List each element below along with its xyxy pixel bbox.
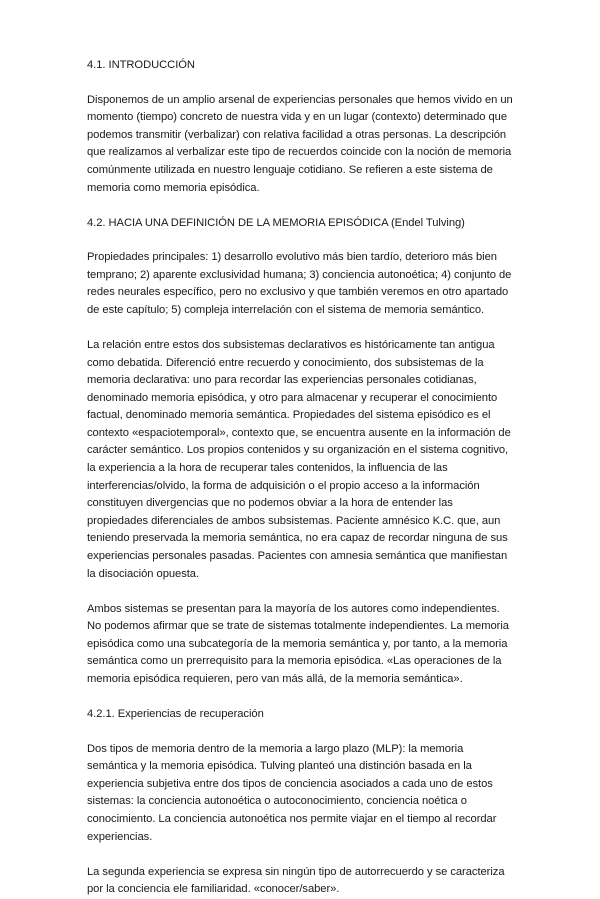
text-line: de este capítulo; 5) compleja interrelación con el sistema de memoria semántico.	[87, 303, 485, 316]
text-line: Disponemos de un amplio arsenal de experiencias personales que hemos vivido en un	[87, 93, 513, 106]
paragraph-ambos-sistemas	[87, 601, 517, 689]
text-line: memoria como memoria episódica.	[87, 181, 260, 194]
text-line: conocimiento. La conciencia autonoética nos permite viajar en el tiempo al recordar	[87, 812, 497, 825]
text-line: semántica y la memoria episódica. Tulving planteó una distinción basada en la	[87, 760, 472, 773]
document-page	[87, 57, 517, 899]
text-line: propiedades diferenciales de ambos subsistemas. Paciente amnésico K.C. que, aun	[87, 514, 501, 527]
text-line: memoria declarativa: uno para recordar las experiencias personales cotidianas,	[87, 374, 477, 387]
text-line: temprano; 2) aparente exclusividad humana; 3) conciencia autonoética; 4) conjunto de	[87, 268, 512, 281]
paragraph-propiedades	[87, 249, 517, 319]
text-line: que realizamos al verbalizar este tipo de recuerdos coincide con la noción de memoria	[87, 146, 512, 159]
text-line: No podemos afirmar que se trate de sistemas totalmente independientes. La memoria	[87, 620, 509, 633]
text-line: por la conciencia ele familiaridad. «conocer/saber».	[87, 883, 340, 896]
text-line: momento (tiempo) concreto de nuestra vida y en un lugar (contexto) determinado que	[87, 111, 508, 124]
text-line: podemos transmitir (verbalizar) con relativa facilidad a otras personas. La descripción	[87, 128, 507, 141]
text-line: Propiedades principales: 1) desarrollo evolutivo más bien tardío, deterioro más bien	[87, 251, 497, 264]
section-heading-4-2: 4.2. HACIA UNA DEFINICIÓN DE LA MEMORIA EPISÓDICA (Endel Tulving)	[87, 216, 465, 229]
paragraph-relacion	[87, 337, 517, 583]
text-line: La relación entre estos dos subsistemas declarativos es históricamente tan antigua	[87, 338, 495, 351]
text-line: como debatida. Diferenció entre recuerdo y conocimiento, dos subsistemas de la	[87, 356, 484, 369]
text-line: carácter semántico. Los propios contenidos y su organización en el sistema cognitivo,	[87, 444, 509, 457]
text-line: teniendo preservada la memoria semántica, no era capaz de recordar ninguna de sus	[87, 532, 508, 545]
paragraph-dos-tipos	[87, 741, 517, 847]
text-line: denominado memoria episódica, y otro para almacenar y recuperar el conocimiento	[87, 391, 498, 404]
text-line: factual, denominado memoria semántica. Propiedades del sistema episódico es el	[87, 409, 491, 422]
text-line: semántica como un prerrequisito para la memoria episódica. «Las operaciones de la	[87, 655, 502, 668]
section-heading-4-2-1: 4.2.1. Experiencias de recuperación	[87, 707, 264, 720]
text-line: constituyen divergencias que no podemos obviar a la hora de entender las	[87, 497, 453, 510]
text-line: experiencias personales pasadas. Pacientes con amnesia semántica que manifiestan	[87, 550, 508, 563]
paragraph-segunda-experiencia	[87, 864, 517, 899]
text-line: episódica como una subcategoría de la memoria semántica y, por tanto, a la memoria	[87, 637, 508, 650]
text-line: Dos tipos de memoria dentro de la memoria a largo plazo (MLP): la memoria	[87, 742, 464, 755]
text-line: La segunda experiencia se expresa sin ningún tipo de autorrecuerdo y se caracteriza	[87, 865, 505, 878]
text-line: comúnmente utilizada en nuestro lenguaje cotidiano. Se refieren a este sistema de	[87, 163, 493, 176]
paragraph-introduccion	[87, 92, 517, 198]
text-line: memoria episódica requieren, pero van más allá, de la memoria semántica».	[87, 672, 463, 685]
text-line: interferencias/olvido, la forma de adquisición o el propio acceso a la información	[87, 479, 480, 492]
text-line: contexto «espaciotemporal», contexto que, se encuentra ausente en la información de	[87, 426, 511, 439]
text-line: Ambos sistemas se presentan para la mayoría de los autores como independientes.	[87, 602, 500, 615]
text-line: experiencia subjetiva entre dos tipos de conciencia asociados a cada uno de estos	[87, 777, 493, 790]
text-line: experiencias.	[87, 830, 153, 843]
section-heading-4-1: 4.1. INTRODUCCIÓN	[87, 59, 195, 71]
text-line: la disociación opuesta.	[87, 567, 200, 580]
text-line: redes neurales específico, pero no exclusivo y que también veremos en otro apartado	[87, 286, 509, 299]
text-line: sistemas: la conciencia autonoética o autoconocimiento, conciencia noética o	[87, 795, 467, 808]
text-line: la experiencia a la hora de recuperar tales contenidos, la influencia de las	[87, 462, 448, 475]
